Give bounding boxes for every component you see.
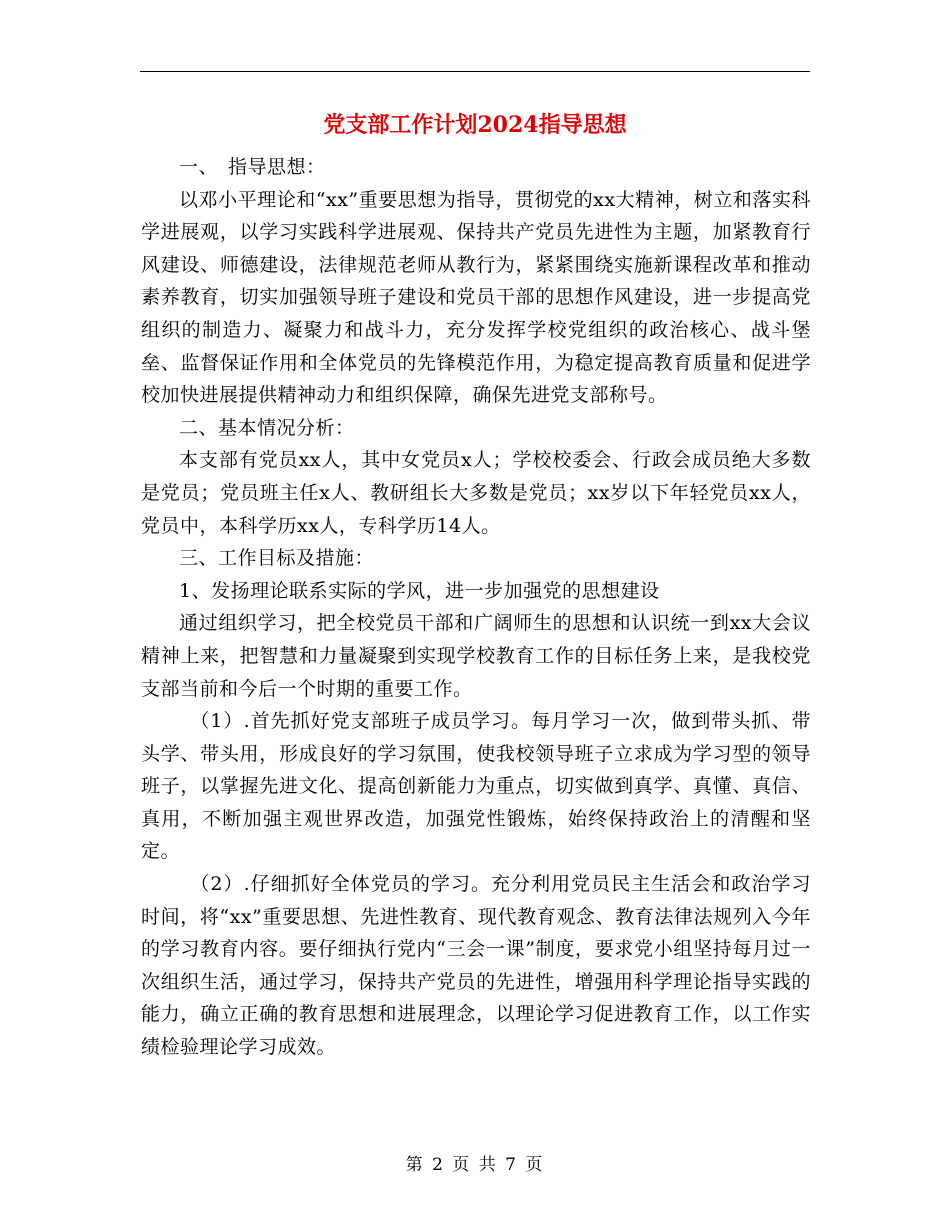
body-paragraph: 以邓小平理论和“xx”重要思想为指导，贯彻党的xx大精神，树立和落实科学进展观，以学习实践科学进展观、保持共产党员先进性为主题，加紧教育行风建设、师德建设，法律规范老师从教行为，紧紧围绕实施新课程改革和推动素养教育，切实加强领导班子建设和党员干部的思想作风建设，进一步提高党组织的制造力、凝聚力和战斗力，充分发挥学校党组织的政治核心、战斗堡垒、监督保证作用和全体党员的先锋模范作用，为稳定提高教育质量和促进学校加快进展提供精神动力和组织保障，确保先进党支部称号。 (141, 188, 811, 407)
section-heading-1: 一、 指导思想： (179, 156, 326, 178)
section-heading-2: 二、基本情况分析： (179, 416, 355, 439)
list-item: （2）.仔细抓好全体党员的学习。充分利用党员民主生活会和政治学习时间，将“xx”重要思想、先进性教育、现代教育观念、教育法律法规列入今年的学习教育内容。要仔细执行党内“三会一课”制度，要求党小组坚持每月过一次组织生活，通过学习，保持共产党员的先进性，增强用科学理论指导实践的能力，确立正确的教育思想和进展理念，以理论学习促进教育工作，以工作实绩检验理论学习成效。 (141, 873, 811, 1059)
body-paragraph: 通过组织学习，把全校党员干部和广阔师生的思想和认识统一到xx大会议精神上来，把智慧和力量凝聚到实现学校教育工作的目标任务上来，是我校党支部当前和今后一个时期的重要工作。 (141, 612, 811, 700)
subsection-heading-1: 1、发扬理论联系实际的学风，进一步加强党的思想建设 (179, 579, 660, 602)
section-heading-3: 三、工作目标及措施： (179, 547, 375, 570)
document-body (141, 151, 811, 1064)
page-number: 第 2 页 共 7 页 (405, 1155, 545, 1175)
list-item: （1）.首先抓好党支部班子成员学习。每月学习一次，做到带头抓、带头学、带头用，形成良好的学习氛围，使我校领导班子立求成为学习型的领导班子，以掌握先进文化、提高创新能力为重点，切实做到真学、真懂、真信、真用，不断加强主观世界改造，加强党性锻炼，始终保持政治上的清醒和坚定。 (141, 710, 811, 863)
body-paragraph: 本支部有党员xx人，其中女党员x人；学校校委会、行政会成员绝大多数是党员；党员班主任x人、教研组长大多数是党员；xx岁以下年轻党员xx人，党员中，本科学历xx人，专科学历14人。 (141, 449, 811, 537)
document-title: 党支部工作计划2024指导思想 (323, 112, 627, 138)
header-rule (140, 71, 810, 72)
